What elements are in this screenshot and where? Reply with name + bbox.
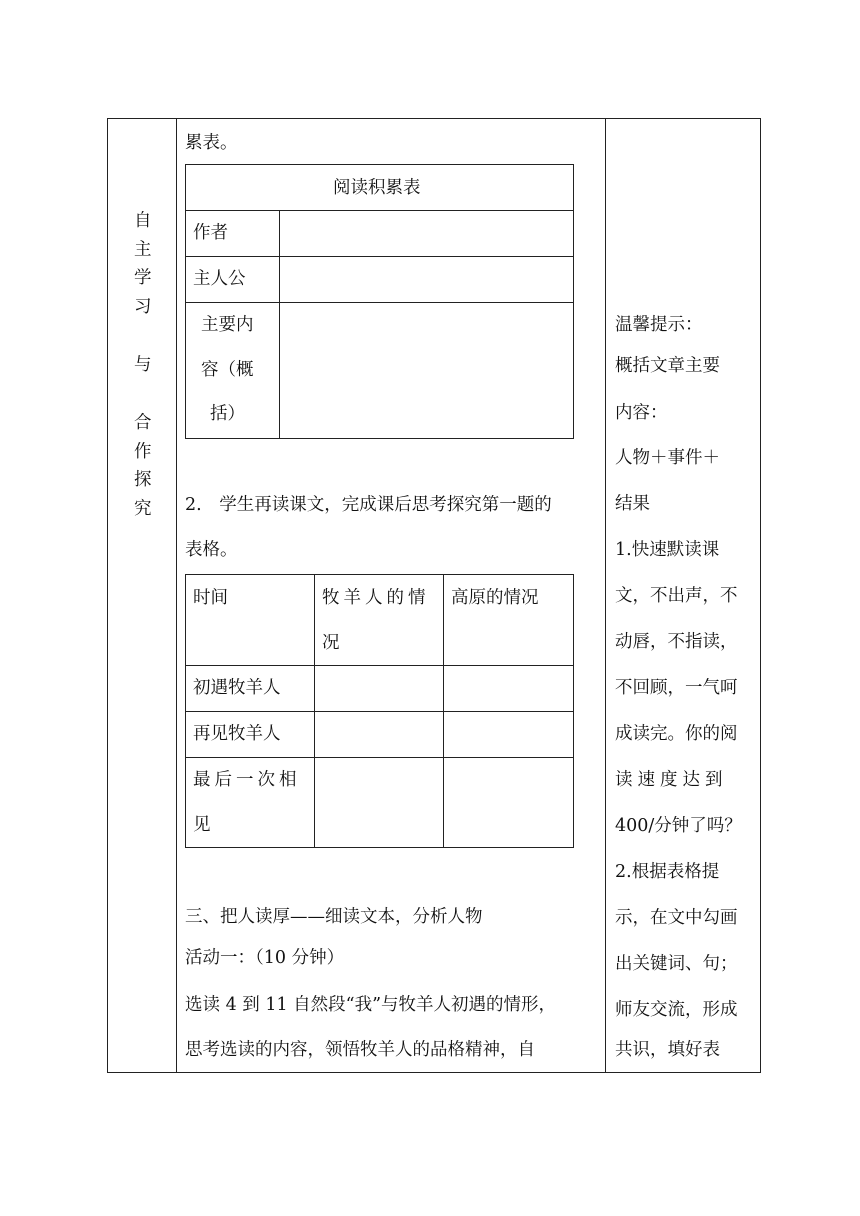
table-rule (186, 757, 573, 758)
tips-line: 成读完。你的阅 (615, 724, 738, 744)
tips-line: 内容： (615, 403, 668, 423)
tips-line: 读速度达到 (615, 770, 728, 790)
header-shepherd-status: 况 (322, 633, 340, 653)
table-rule (186, 302, 573, 303)
column-divider-right (605, 119, 606, 1072)
header-plateau-status: 高原的情况 (451, 588, 539, 608)
row-label-protagonist: 主人公 (193, 269, 246, 289)
reading-table-title: 阅读积累表 (333, 178, 421, 198)
table-rule (314, 575, 315, 847)
section-label-char: 作 (134, 442, 152, 462)
table-rule (186, 256, 573, 257)
row-second-meeting: 再见牧羊人 (193, 724, 281, 744)
row-label-summary: 括） (210, 404, 245, 424)
tips-line: 400/分钟了吗？ (615, 816, 742, 836)
section-3-heading: 三、把人读厚——细读文本，分析人物 (185, 907, 483, 927)
table-rule (443, 575, 444, 847)
section-3-text: 思考选读的内容，领悟牧羊人的品格精神，自 (185, 1040, 535, 1060)
tips-line: 不回顾，一气呵 (615, 678, 738, 698)
row-last-meeting: 见 (193, 815, 211, 835)
reading-accumulation-table (185, 164, 574, 439)
row-first-meeting: 初遇牧羊人 (193, 678, 281, 698)
section-label-char: 合 (134, 413, 152, 433)
task-2-text: 表格。 (185, 540, 238, 560)
tips-line: 温馨提示： (615, 315, 703, 335)
tips-line: 2.根据表格提 (615, 862, 720, 882)
column-divider-left (176, 119, 177, 1072)
section-label-char: 自 (134, 211, 152, 231)
section-label-char: 与 (134, 355, 152, 375)
tips-line: 共识，填好表 (615, 1040, 720, 1060)
continued-text: 累表。 (185, 133, 238, 153)
tips-line: 出关键词、句； (615, 954, 738, 974)
task-2-text: 2. 学生再读课文，完成课后思考探究第一题的 (185, 495, 552, 515)
header-shepherd-status: 牧羊人的情 (322, 588, 430, 608)
section-label-char: 探 (134, 470, 152, 490)
row-last-meeting: 最后一次相 (193, 770, 301, 790)
table-rule (186, 665, 573, 666)
tips-line: 动唇，不指读， (615, 632, 738, 652)
activity-1-label: 活动一：（10 分钟） (185, 948, 345, 968)
section-label-char: 主 (134, 240, 152, 260)
tips-line: 示，在文中勾画 (615, 908, 738, 928)
tips-line: 人物＋事件＋ (615, 448, 720, 468)
tips-line: 1.快速默读课 (615, 540, 720, 560)
row-label-summary: 容（概 (201, 360, 254, 380)
tips-line: 师友交流，形成 (615, 1000, 738, 1020)
table-rule (279, 210, 280, 438)
section-label-char: 究 (134, 499, 152, 519)
header-time: 时间 (193, 588, 228, 608)
tips-line: 文，不出声，不 (615, 586, 738, 606)
section-label-char: 习 (134, 297, 152, 317)
row-label-author: 作者 (193, 223, 228, 243)
section-3-text: 选读 4 到 11 自然段“我”与牧羊人初遇的情形， (185, 995, 557, 1015)
tips-line: 结果 (615, 494, 650, 514)
section-label-char: 学 (134, 268, 152, 288)
table-rule (186, 210, 573, 211)
table-rule (186, 711, 573, 712)
tips-line: 概括文章主要 (615, 356, 720, 376)
encounter-table (185, 574, 574, 848)
row-label-summary: 主要内 (201, 315, 254, 335)
